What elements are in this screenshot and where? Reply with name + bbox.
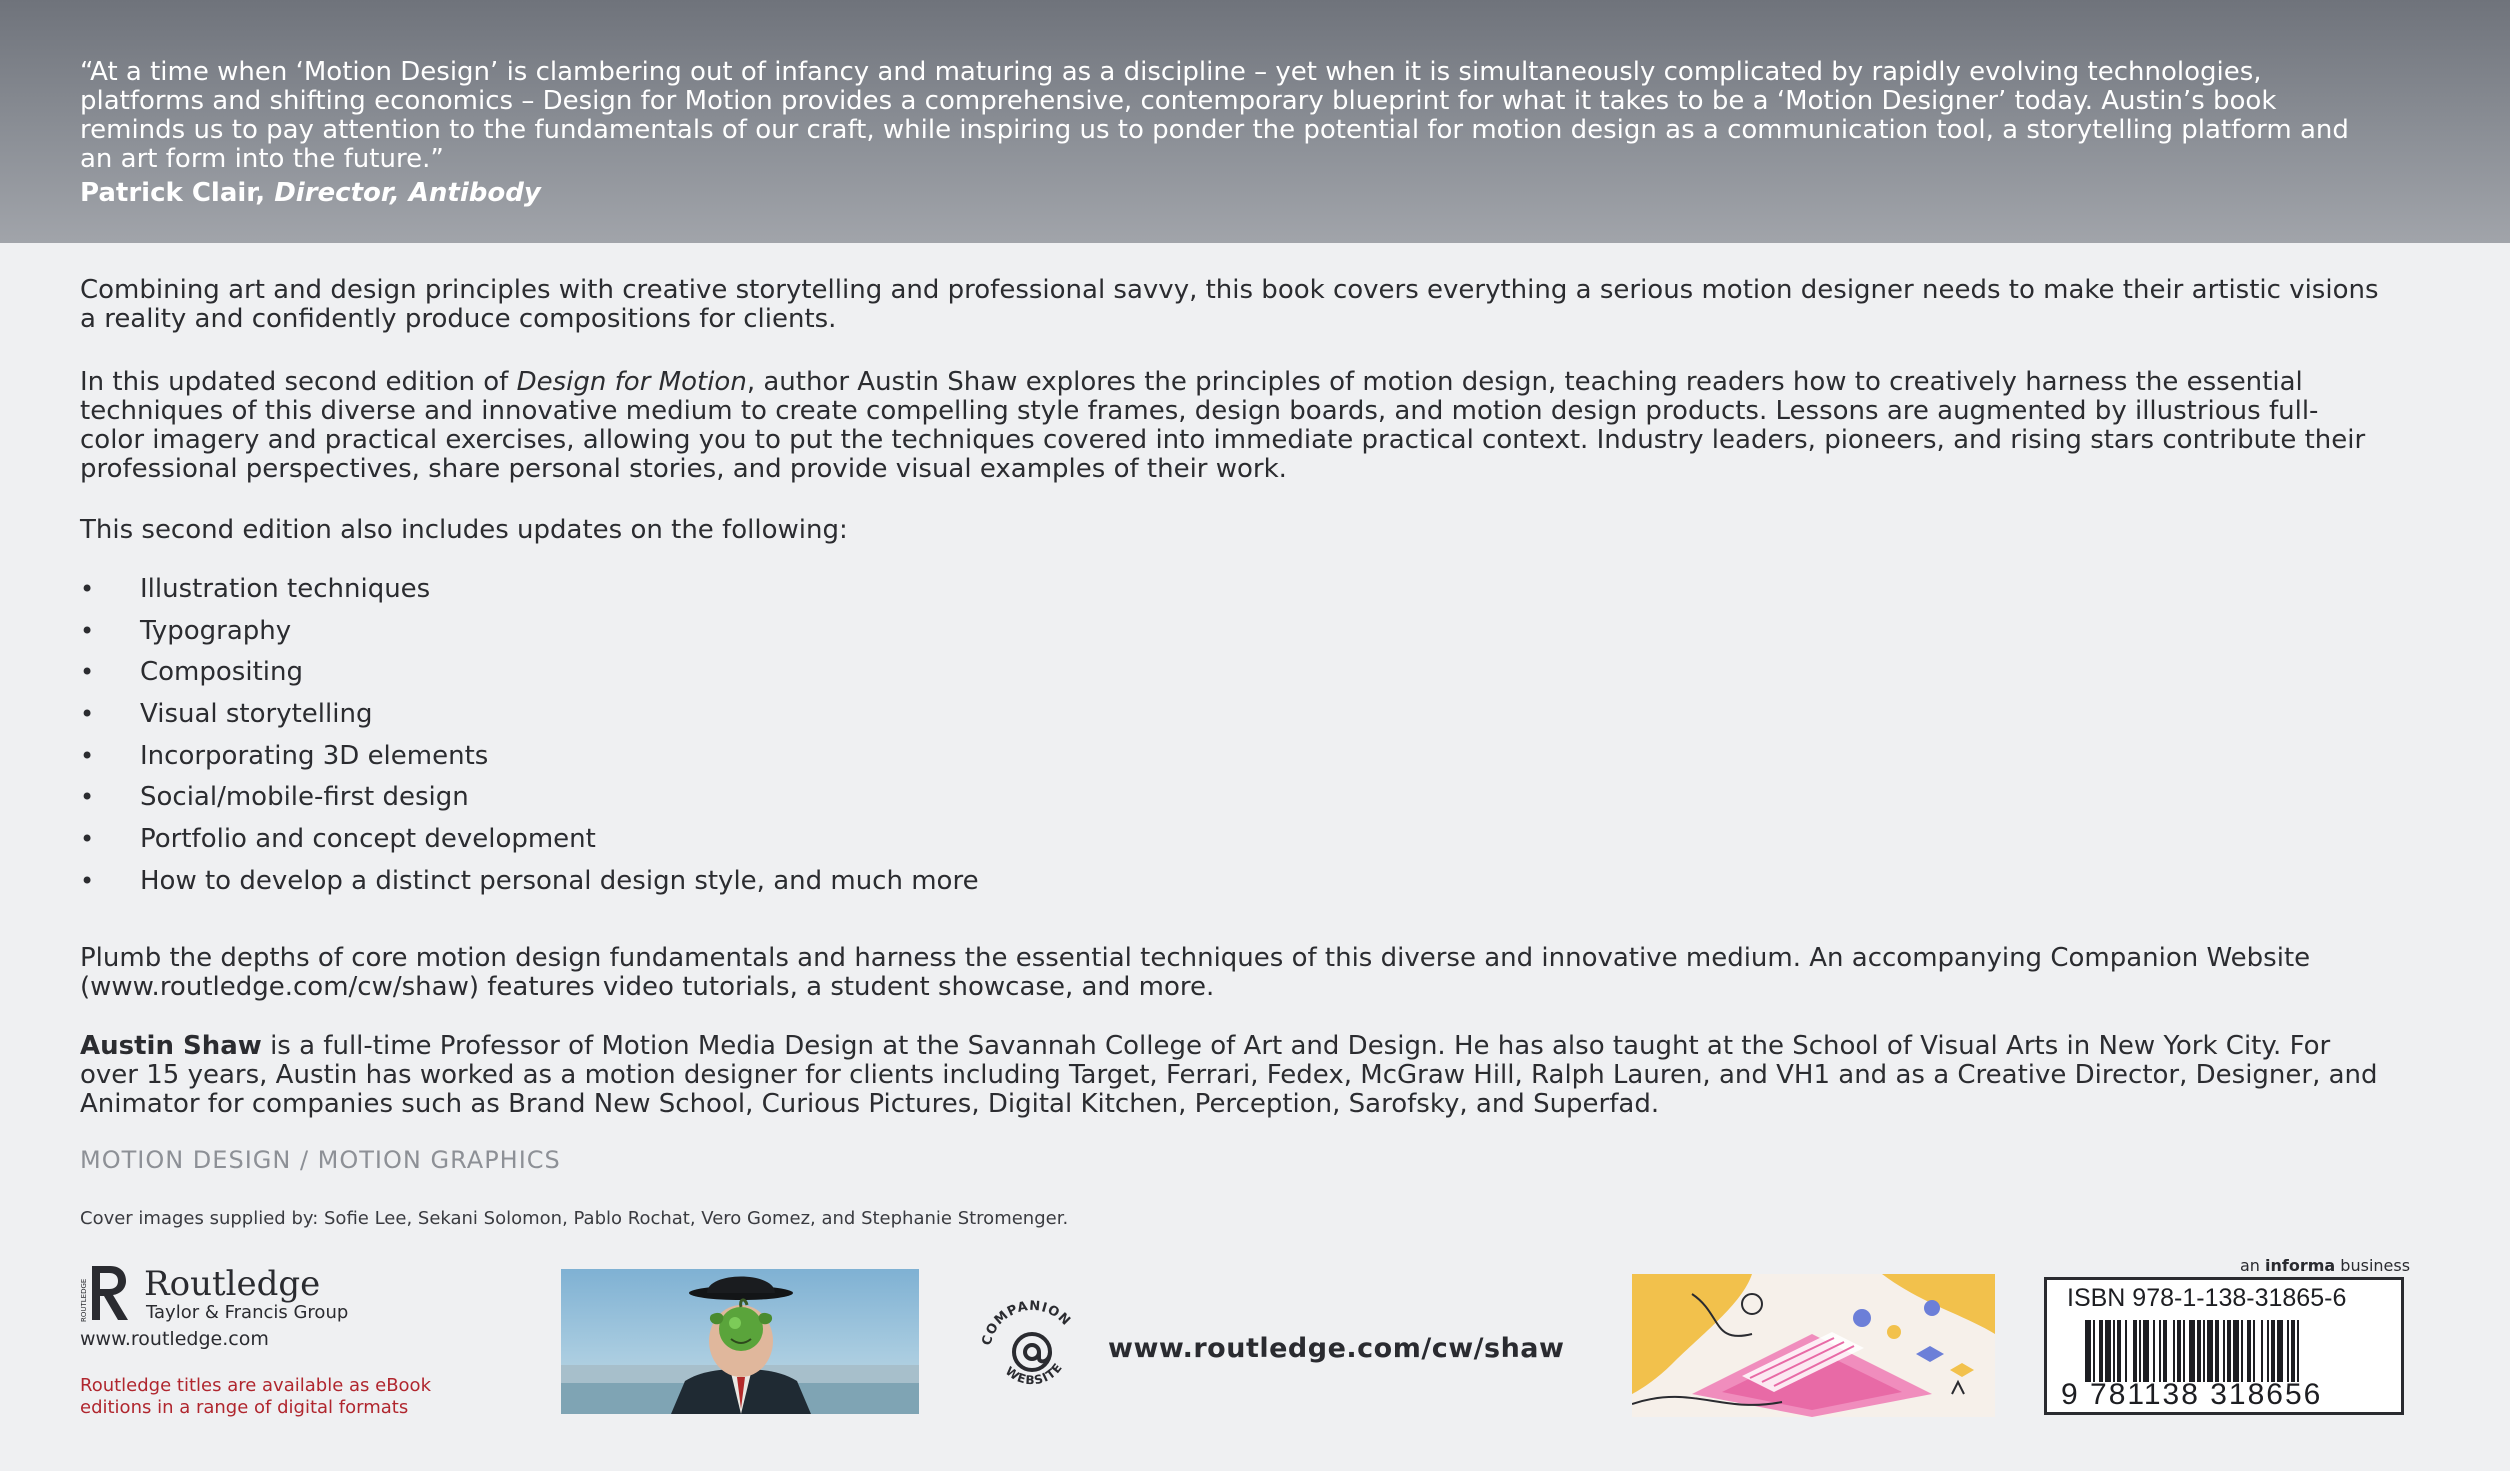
barcode-bar: [2271, 1320, 2275, 1382]
author-bio-text: is a full-time Professor of Motion Media Design at the Savannah College of Art and Design. He has also taught at the School of Visual Arts in New York City. For over 15 years, Austin has worked as a motion designer for clients including Target, Ferrari, Fedex, McGraw Hill, Ralph Lauren, and VH1 and as a Creative Director, Designer, and Animator for companies such as Brand New School, Curious Pictures, Digital Kitchen, Perception, Sarofsky, and Superfad.: [80, 1031, 2378, 1119]
companion-website-icon: [972, 1298, 1092, 1388]
list-item: • Portfolio and concept development: [80, 822, 979, 864]
edition-paragraph: [80, 368, 2380, 484]
endorsement-quote-text: “At a time when ‘Motion Design’ is clambering out of infancy and maturing as a discipline – yet when it is simultaneously complicated by rapidly evolving technologies, platforms and shifting economics – Design for Motion provides a comprehensive, contemporary blueprint for what it takes to be a ‘Motion Designer’ today. Austin’s book reminds us to pay attention to the fundamentals of our craft, while inspiring us to ponder the potential for motion design as a communication tool, a storytelling platform and an art form into the future.”: [80, 57, 2349, 174]
barcode-bar: [2105, 1320, 2111, 1382]
publisher-url: www.routledge.com: [80, 1328, 269, 1350]
updates-list: [80, 572, 979, 906]
cover-credits: Cover images supplied by: Sofie Lee, Sekani Solomon, Pablo Rochat, Vero Gomez, and Stephanie Stromenger.: [80, 1208, 1069, 1229]
svg-text:COMPANION: [979, 1299, 1073, 1347]
cover-image-isometric: [1632, 1274, 1995, 1417]
list-item: • Illustration techniques: [80, 572, 979, 614]
companion-badge-top: COMPANION: [979, 1298, 1074, 1348]
informa-tagline: [2240, 1256, 2410, 1275]
barcode-bar: [2227, 1320, 2231, 1382]
barcode-bar: [2223, 1320, 2225, 1382]
barcode-bar: [2173, 1320, 2175, 1382]
isometric-illustration: [1632, 1274, 1995, 1417]
barcode-bar: [2143, 1320, 2149, 1382]
list-item: • How to develop a distinct personal design style, and much more: [80, 864, 979, 906]
barcode-bar: [2277, 1320, 2283, 1382]
companion-badge-bottom: WEBSITE: [1002, 1360, 1066, 1388]
cover-image-bowler-man: [561, 1269, 919, 1414]
barcode-bar: [2163, 1320, 2167, 1382]
isbn-label: ISBN 978-1-138-31865-6: [2067, 1284, 2347, 1312]
list-item: • Typography: [80, 614, 979, 656]
informa-brand: informa: [2265, 1256, 2336, 1275]
barcode-bar: [2093, 1320, 2095, 1382]
endorsement-role: Director, Antibody: [274, 178, 541, 208]
barcode-bar: [2267, 1320, 2269, 1382]
edition-book-title: Design for Motion: [516, 367, 747, 397]
barcode-bar: [2085, 1320, 2091, 1382]
barcode-bar: [2113, 1320, 2115, 1382]
list-item: • Visual storytelling: [80, 697, 979, 739]
barcode-bar: [2297, 1320, 2299, 1382]
edition-rest: , author Austin Shaw explores the principles of motion design, teaching readers how to creatively harness the essential techniques of this diverse and innovative medium to create compelling style frames, design boards, and motion design products. Lessons are augmented by illustrious full-color imagery and practical exercises, allowing you to put the techniques covered into immediate practical context. Industry leaders, pioneers, and rising stars contribute their professional perspectives, share personal stories, and provide visual examples of their work.: [80, 367, 2366, 484]
barcode-bar: [2117, 1320, 2121, 1382]
list-item: • Compositing: [80, 655, 979, 697]
barcode-bar: [2197, 1320, 2201, 1382]
barcode-bar: [2125, 1320, 2127, 1382]
barcode-bar: [2177, 1320, 2181, 1382]
intro-paragraph: Combining art and design principles with creative storytelling and professional savvy, this book covers everything a serious motion designer needs to make their artistic visions a reality and confidently produce compositions for clients.: [80, 275, 2379, 334]
barcode-bars: [2085, 1320, 2385, 1382]
publisher-name: Routledge: [144, 1264, 321, 1304]
endorsement-attribution: [80, 178, 541, 208]
routledge-logo: [80, 1262, 460, 1332]
endorsement-quote: [80, 58, 2380, 174]
bowler-man-illustration: [561, 1269, 919, 1414]
barcode-bar: [2159, 1320, 2161, 1382]
author-name: Austin Shaw: [80, 1031, 262, 1061]
barcode-bar: [2207, 1320, 2213, 1382]
isbn-digits: 9 781138 318656: [2061, 1378, 2323, 1411]
updates-intro: This second edition also includes updates on the following:: [80, 515, 848, 545]
informa-suffix: business: [2335, 1256, 2411, 1275]
list-item: • Incorporating 3D elements: [80, 739, 979, 781]
informa-prefix: an: [2240, 1256, 2266, 1275]
barcode-bar: [2153, 1320, 2155, 1382]
ebook-note: Routledge titles are available as eBook editions in a range of digital formats: [80, 1375, 431, 1418]
svg-text:WEBSITE: [1003, 1360, 1066, 1387]
barcode-bar: [2215, 1320, 2219, 1382]
barcode-bar: [2203, 1320, 2205, 1382]
barcode-bar: [2261, 1320, 2263, 1382]
barcode-bar: [2253, 1320, 2255, 1382]
barcode-bar: [2233, 1320, 2239, 1382]
routledge-r-icon: [80, 1262, 132, 1324]
plumb-paragraph: Plumb the depths of core motion design fundamentals and harness the essential techniques of this diverse and innovative medium. An accompanying Companion Website (www.routledge.com/cw/shaw) features video tutorials, a student showcase, and more.: [80, 943, 2311, 1002]
barcode-bar: [2247, 1320, 2251, 1382]
endorsement-author: Patrick Clair,: [80, 178, 266, 208]
edition-lead: In this updated second edition of: [80, 367, 517, 397]
barcode-bar: [2099, 1320, 2103, 1382]
barcode-bar: [2291, 1320, 2295, 1382]
barcode-bar: [2133, 1320, 2137, 1382]
routledge-mark-text: ROUTLEDGE: [80, 1278, 88, 1322]
category-label: MOTION DESIGN / MOTION GRAPHICS: [80, 1146, 561, 1174]
barcode-bar: [2287, 1320, 2289, 1382]
isbn-barcode: [2044, 1277, 2404, 1415]
barcode-bar: [2189, 1320, 2195, 1382]
barcode-bar: [2139, 1320, 2141, 1382]
publisher-group: Taylor & Francis Group: [146, 1302, 349, 1323]
barcode-bar: [2241, 1320, 2243, 1382]
barcode-bar: [2183, 1320, 2185, 1382]
list-item: • Social/mobile-first design: [80, 780, 979, 822]
author-bio: [80, 1032, 2380, 1119]
companion-website-url: www.routledge.com/cw/shaw: [1108, 1333, 1565, 1364]
